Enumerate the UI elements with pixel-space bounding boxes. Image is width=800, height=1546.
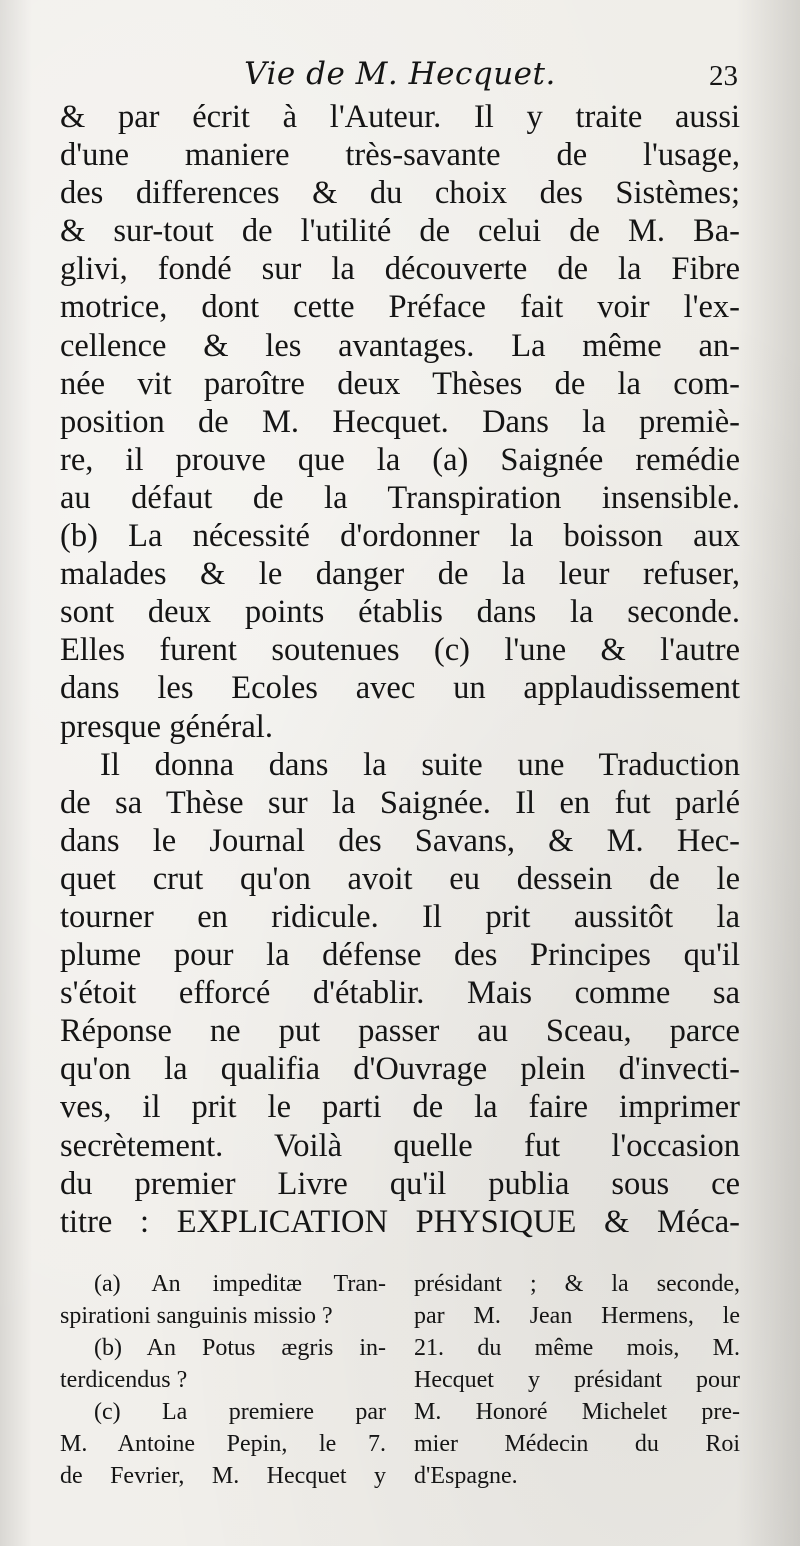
footnotes-left-column bbox=[60, 1268, 386, 1492]
footnotes bbox=[60, 1268, 740, 1492]
text-line: née vit paroître deux Thèses de la com- bbox=[60, 365, 740, 402]
footnote-line: mier Médecin du Roi bbox=[414, 1431, 740, 1457]
page-header bbox=[60, 56, 740, 98]
page-number: 23 bbox=[709, 60, 738, 92]
footnote-line: M. Honoré Michelet pre- bbox=[414, 1399, 740, 1425]
text-line: Elles furent soutenues (c) l'une & l'autre bbox=[60, 632, 740, 669]
text-line: tourner en ridicule. Il prit aussitôt la bbox=[60, 898, 740, 935]
text-line: & sur-tout de l'utilité de celui de M. Ba- bbox=[60, 213, 740, 250]
footnote-line: M. Antoine Pepin, le 7. bbox=[60, 1431, 386, 1457]
text-line: de sa Thèse sur la Saignée. Il en fut parlé bbox=[60, 784, 740, 821]
footnote-line: présidant ; & la seconde, bbox=[414, 1271, 740, 1297]
footnote-line: (c) La premiere par bbox=[94, 1399, 386, 1425]
text-line: ves, il prit le parti de la faire imprimer bbox=[60, 1089, 740, 1126]
text-line: sont deux points établis dans la seconde. bbox=[60, 594, 740, 631]
text-line: & par écrit à l'Auteur. Il y traite aussi bbox=[60, 99, 740, 135]
text-line: quet crut qu'on avoit eu dessein de le bbox=[60, 860, 740, 897]
text-line: glivi, fondé sur la découverte de la Fibre bbox=[60, 251, 740, 288]
footnote-line: (a) An impeditæ Tran- bbox=[94, 1271, 386, 1297]
text-line: position de M. Hecquet. Dans la premiè- bbox=[60, 403, 740, 440]
text-line: re, il prouve que la (a) Saignée remédie bbox=[60, 441, 740, 478]
text-line: s'étoit efforcé d'établir. Mais comme sa bbox=[60, 975, 740, 1012]
text-line: presque général. bbox=[60, 708, 273, 745]
footnote-line: 21. du même mois, M. bbox=[414, 1335, 740, 1361]
text-line: secrètement. Voilà quelle fut l'occasion bbox=[60, 1127, 740, 1164]
footnote-line: Hecquet y présidant pour bbox=[414, 1367, 740, 1393]
text-line: dans les Ecoles avec un applaudissement bbox=[60, 670, 740, 707]
footnote-line: spirationi sanguinis missio ? bbox=[60, 1303, 333, 1329]
text-line: (b) La nécessité d'ordonner la boisson aux bbox=[60, 518, 740, 555]
text-line: malades & le danger de la leur refuser, bbox=[60, 556, 740, 593]
footnotes-right-column bbox=[414, 1268, 740, 1492]
text-line: titre : EXPLICATION PHYSIQUE & Méca- bbox=[60, 1203, 740, 1240]
text-line: plume pour la défense des Principes qu'il bbox=[60, 937, 740, 974]
text-line: cellence & les avantages. La même an- bbox=[60, 327, 740, 364]
text-line: du premier Livre qu'il publia sous ce bbox=[60, 1165, 740, 1202]
text-line: dans le Journal des Savans, & M. Hec- bbox=[60, 822, 740, 859]
text-line: Il donna dans la suite une Traduction bbox=[100, 746, 740, 783]
text-line: d'une maniere très-savante de l'usage, bbox=[60, 137, 740, 174]
text-line: qu'on la qualifia d'Ouvrage plein d'invecti- bbox=[60, 1051, 740, 1088]
footnote-line: de Fevrier, M. Hecquet y bbox=[60, 1463, 386, 1489]
footnote-line: d'Espagne. bbox=[414, 1463, 518, 1489]
footnote-line: terdicendus ? bbox=[60, 1367, 188, 1393]
running-title: Vie de M. Hecquet. bbox=[244, 56, 556, 92]
text-line: motrice, dont cette Préface fait voir l'ex- bbox=[60, 289, 740, 326]
text-line: au défaut de la Transpiration insensible. bbox=[60, 479, 740, 516]
footnote-line: (b) An Potus ægris in- bbox=[94, 1335, 386, 1361]
text-line: Réponse ne put passer au Sceau, parce bbox=[60, 1013, 740, 1050]
footnote-line: par M. Jean Hermens, le bbox=[414, 1303, 740, 1329]
body-text bbox=[60, 98, 740, 1241]
text-line: des differences & du choix des Sistèmes; bbox=[60, 175, 740, 212]
